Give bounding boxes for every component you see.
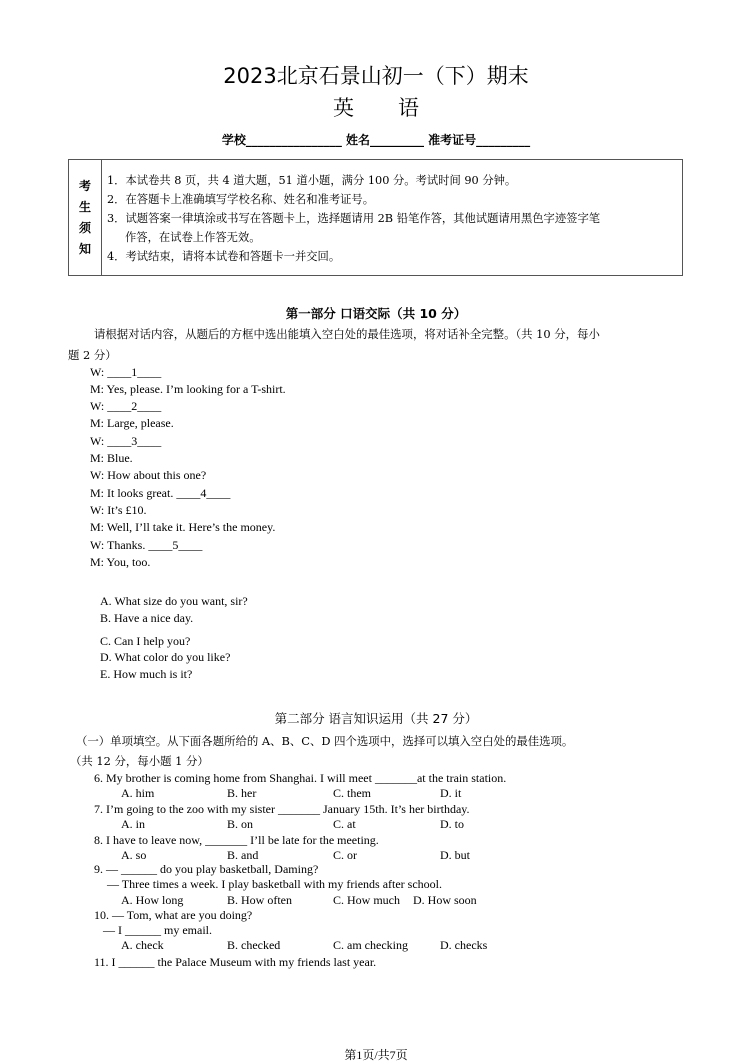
- dialogue-line: M: Blue.: [90, 451, 133, 465]
- option-item: D. What color do you like?: [100, 650, 231, 664]
- notice-item: 1．本试卷共 8 页，共 4 道大题，51 道小题，满分 100 分。考试时间 90 分钟。: [107, 174, 517, 187]
- page-footer: 第1页/共7页: [344, 1048, 408, 1062]
- subject-char: 英: [333, 96, 354, 120]
- dialogue-line: M: It looks great. ____4____: [90, 486, 231, 500]
- dialogue-line: W: It’s £10.: [90, 503, 147, 517]
- part1-instruction: 请根据对话内容，从题后的方框中选出能填入空白处的最佳选项，将对话补全完整。（共 10 分，每小: [94, 327, 600, 341]
- notice-label-char: 须: [78, 220, 91, 235]
- notice-item: 4．考试结束，请将本试卷和答题卡一并交回。: [107, 250, 341, 263]
- part2-instruction: （一）单项填空。从下面各题所给的 A、B、C、D 四个选项中，选择可以填入空白处的最佳选项。: [76, 734, 574, 748]
- notice-item: 3．试题答案一律填涂或书写在答题卡上，选择题请用 2B 铅笔作答，其他试题请用黑色字迹签字笔: [107, 212, 601, 225]
- choice-c: C. or: [333, 848, 357, 862]
- dialogue-line: M: You, too.: [90, 555, 151, 569]
- dialogue-line: W: ____1____: [90, 365, 162, 379]
- notice-label-char: 生: [78, 199, 91, 214]
- notice-item-continuation: 作答，在试卷上作答无效。: [125, 231, 261, 244]
- question-stem: 7. I’m going to the zoo with my sister _______ January 15th. It’s her birthday.: [94, 802, 470, 816]
- choice-c: C. am checking: [333, 938, 408, 952]
- choice-b: B. and: [227, 848, 259, 862]
- choice-d: D. How soon: [413, 893, 477, 907]
- choice-c: C. at: [333, 817, 356, 831]
- part2-title: 第二部分 语言知识运用（共 27 分）: [274, 711, 478, 726]
- question-stem: 10. — Tom, what are you doing?: [94, 908, 253, 922]
- choice-d: D. checks: [440, 938, 488, 952]
- option-item: B. Have a nice day.: [100, 611, 194, 625]
- choice-b: B. checked: [227, 938, 281, 952]
- page-title: 2023北京石景山初一（下）期末: [223, 64, 529, 88]
- choice-d: D. it: [440, 786, 462, 800]
- option-item: C. Can I help you?: [100, 634, 191, 648]
- notice-item: 2．在答题卡上准确填写学校名称、姓名和准考证号。: [107, 193, 375, 206]
- choice-d: D. but: [440, 848, 470, 862]
- dialogue-line: M: Yes, please. I’m looking for a T-shirt.: [90, 382, 286, 396]
- question-stem-cont: — I ______ my email.: [103, 923, 212, 937]
- notice-label-char: 知: [78, 241, 91, 256]
- notice-box: [68, 159, 683, 276]
- choice-a: A. check: [121, 938, 164, 952]
- choice-b: B. her: [227, 786, 257, 800]
- choice-b: B. on: [227, 817, 254, 831]
- question-stem: 11. I ______ the Palace Museum with my friends last year.: [94, 955, 377, 969]
- dialogue-line: W: How about this one?: [90, 468, 207, 482]
- notice-items: [107, 171, 679, 266]
- part1-title: 第一部分 口语交际（共 10 分）: [285, 306, 467, 321]
- part2-instruction-cont: （共 12 分，每小题 1 分）: [70, 754, 209, 768]
- notice-label: [69, 160, 102, 275]
- subject-title: [0, 92, 752, 122]
- dialogue-line: W: ____3____: [90, 434, 162, 448]
- dialogue-line: M: Well, I’ll take it. Here’s the money.: [90, 520, 276, 534]
- choice-a: A. How long: [121, 893, 184, 907]
- dialogue-line: W: Thanks. ____5____: [90, 538, 203, 552]
- question-stem: 9. — ______ do you play basketball, Daming?: [94, 862, 319, 876]
- choice-a: A. him: [121, 786, 155, 800]
- choice-a: A. in: [121, 817, 145, 831]
- option-item: E. How much is it?: [100, 667, 193, 681]
- choice-b: B. How often: [227, 893, 292, 907]
- choice-c: C. How much: [333, 893, 400, 907]
- dialogue-line: W: ____2____: [90, 399, 162, 413]
- question-stem: 6. My brother is coming home from Shanghai. I will meet _______at the train station.: [94, 771, 507, 785]
- notice-label-char: 考: [78, 178, 91, 193]
- part1-instruction-cont: 题 2 分）: [68, 348, 117, 362]
- student-info-line: 学校________________ 姓名_________ 准考证号_________: [221, 133, 531, 147]
- choice-a: A. so: [121, 848, 147, 862]
- choice-c: C. them: [333, 786, 371, 800]
- subject-char: 语: [398, 96, 419, 120]
- question-stem-cont: — Three times a week. I play basketball with my friends after school.: [107, 877, 443, 891]
- question-stem: 8. I have to leave now, _______ I’ll be late for the meeting.: [94, 833, 379, 847]
- dialogue-line: M: Large, please.: [90, 416, 174, 430]
- choice-d: D. to: [440, 817, 464, 831]
- option-item: A. What size do you want, sir?: [100, 594, 248, 608]
